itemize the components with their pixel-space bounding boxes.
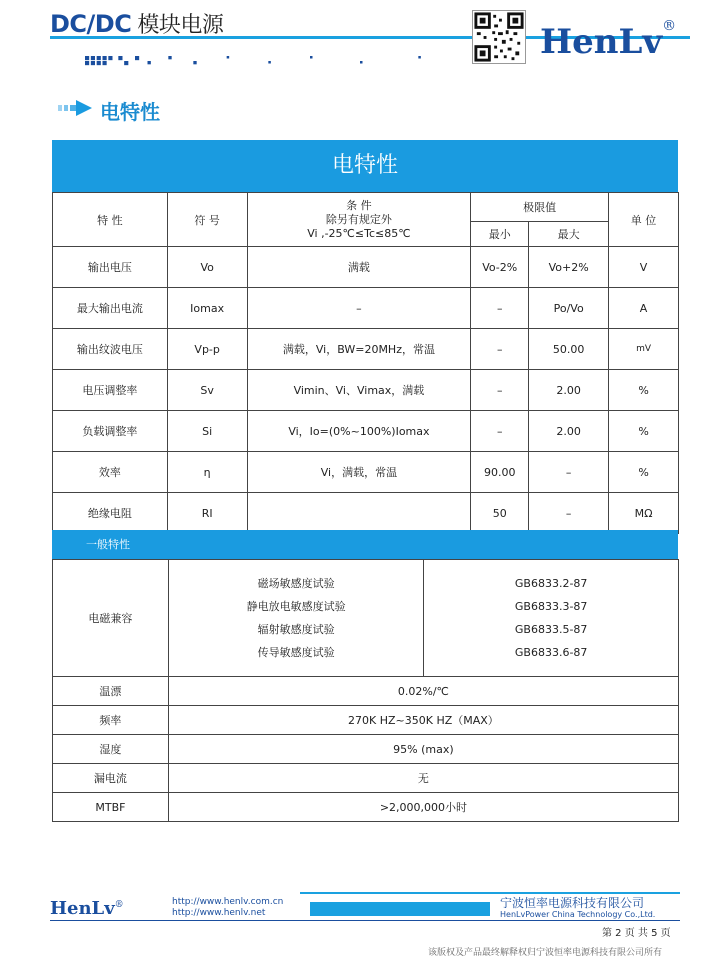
section-title: 电特性 — [100, 100, 160, 124]
cell-symbol: Si — [167, 411, 247, 452]
table-row — [53, 493, 679, 534]
cell-condition: Vimin、Vi、Vimax，满载 — [247, 370, 471, 411]
emc-row — [53, 560, 679, 677]
header-title — [50, 8, 223, 39]
general-row — [53, 764, 679, 793]
footer-accent-bar — [310, 902, 490, 916]
header-param: 特 性 — [53, 193, 168, 247]
general-label: 漏电流 — [53, 764, 169, 793]
cell-param: 电压调整率 — [53, 370, 168, 411]
cell-min: – — [471, 329, 529, 370]
emc-standard: GB6833.6-87 — [514, 646, 588, 659]
header-title-cn: 模块电源 — [137, 13, 224, 38]
emc-test: 传导敏感度试验 — [257, 646, 335, 659]
table-row — [53, 411, 679, 452]
cell-max: Vo+2% — [529, 247, 609, 288]
header-condition — [247, 193, 471, 247]
table-row — [53, 288, 679, 329]
general-row — [53, 677, 679, 706]
cell-param: 输出电压 — [53, 247, 168, 288]
cell-symbol: Iomax — [167, 288, 247, 329]
emc-test: 磁场敏感度试验 — [257, 577, 335, 590]
general-label: MTBF — [53, 793, 169, 822]
header-symbol: 符 号 — [167, 193, 247, 247]
cell-max: 2.00 — [529, 370, 609, 411]
cell-condition: – — [247, 288, 471, 329]
emc-label: 电磁兼容 — [53, 560, 169, 677]
general-value: 0.02%/℃ — [168, 677, 678, 706]
cell-max: – — [529, 493, 609, 534]
cell-unit: A — [609, 288, 679, 329]
table-row — [53, 247, 679, 288]
footer-link[interactable]: http://www.henlv.com.cn — [172, 897, 284, 907]
footer-company-en: HenLvPower China Technology Co.,Ltd. — [500, 910, 656, 919]
cell-symbol: Vp-p — [167, 329, 247, 370]
qr-code-icon — [472, 10, 526, 64]
cell-symbol: Sv — [167, 370, 247, 411]
header-dot-pattern — [50, 56, 470, 66]
cell-condition — [247, 493, 471, 534]
cell-min: – — [471, 411, 529, 452]
table-row — [53, 370, 679, 411]
cell-unit: % — [609, 370, 679, 411]
cell-max: 50.00 — [529, 329, 609, 370]
brand-logo: HenLv® — [540, 18, 677, 62]
cell-param: 最大输出电流 — [53, 288, 168, 329]
cell-unit: % — [609, 452, 679, 493]
cell-min: – — [471, 288, 529, 329]
table-title: 电特性 — [52, 140, 678, 192]
footer-company-cn: 宁波恒率电源科技有限公司 — [500, 896, 645, 910]
cell-symbol: Vo — [167, 247, 247, 288]
footer-logo: HenLv® — [50, 898, 124, 919]
cell-param: 负载调整率 — [53, 411, 168, 452]
general-value: 270K HZ~350K HZ（MAX） — [168, 706, 678, 735]
cell-min: – — [471, 370, 529, 411]
header-title-en: DC/DC — [50, 10, 132, 38]
header-max: 最大 — [529, 222, 609, 247]
table-row — [53, 452, 679, 493]
cell-min: Vo-2% — [471, 247, 529, 288]
cell-min: 90.00 — [471, 452, 529, 493]
general-value: 无 — [168, 764, 678, 793]
cell-unit: mV — [609, 329, 679, 370]
header-condition-title: 条 件 — [346, 198, 372, 212]
header-min: 最小 — [471, 222, 529, 247]
cell-param: 效率 — [53, 452, 168, 493]
emc-test: 静电放电敏感度试验 — [246, 600, 346, 613]
cell-min: 50 — [471, 493, 529, 534]
cell-condition: Vi，Io=(0%~100%)Iomax — [247, 411, 471, 452]
general-label: 湿度 — [53, 735, 169, 764]
general-label: 温漂 — [53, 677, 169, 706]
emc-standard: GB6833.5-87 — [514, 623, 588, 636]
emc-tests — [168, 560, 424, 677]
emc-test: 辐射敏感度试验 — [257, 623, 335, 636]
header-unit: 单 位 — [609, 193, 679, 247]
general-row — [53, 735, 679, 764]
emc-standards — [424, 560, 679, 677]
cell-max: – — [529, 452, 609, 493]
footer-divider — [50, 920, 680, 921]
cell-symbol: RI — [167, 493, 247, 534]
table-row — [53, 329, 679, 370]
section-arrow-icon — [58, 100, 92, 116]
spec-table — [52, 192, 679, 534]
cell-max: 2.00 — [529, 411, 609, 452]
cell-param: 输出纹波电压 — [53, 329, 168, 370]
general-band: 一般特性 — [52, 530, 678, 559]
emc-standard: GB6833.3-87 — [514, 600, 588, 613]
general-row — [53, 706, 679, 735]
copyright-notice: 该版权及产品最终解释权归宁波恒率电源科技有限公司所有 — [428, 948, 663, 958]
cell-unit: V — [609, 247, 679, 288]
cell-condition: 满载 — [247, 247, 471, 288]
cell-unit: % — [609, 411, 679, 452]
general-label: 频率 — [53, 706, 169, 735]
cell-unit: MΩ — [609, 493, 679, 534]
footer-links — [172, 897, 283, 919]
cell-symbol: η — [167, 452, 247, 493]
header-condition-line3: Vi ,-25℃≤Tc≤85℃ — [307, 226, 411, 240]
table-header-row — [53, 193, 679, 222]
footer-link[interactable]: http://www.henlv.net — [172, 908, 266, 918]
cell-condition: 满载，Vi，BW=20MHz，常温 — [247, 329, 471, 370]
cell-max: Po/Vo — [529, 288, 609, 329]
page-number: 第 2 页 共 5 页 — [602, 928, 671, 939]
header-condition-line2: 除另有规定外 — [325, 212, 392, 226]
general-value: >2,000,000小时 — [168, 793, 678, 822]
general-value: 95% (max) — [168, 735, 678, 764]
header-limit: 极限值 — [471, 193, 609, 222]
emc-standard: GB6833.2-87 — [514, 577, 588, 590]
cell-condition: Vi，满载，常温 — [247, 452, 471, 493]
cell-param: 绝缘电阻 — [53, 493, 168, 534]
general-row — [53, 793, 679, 822]
general-table — [52, 559, 679, 822]
